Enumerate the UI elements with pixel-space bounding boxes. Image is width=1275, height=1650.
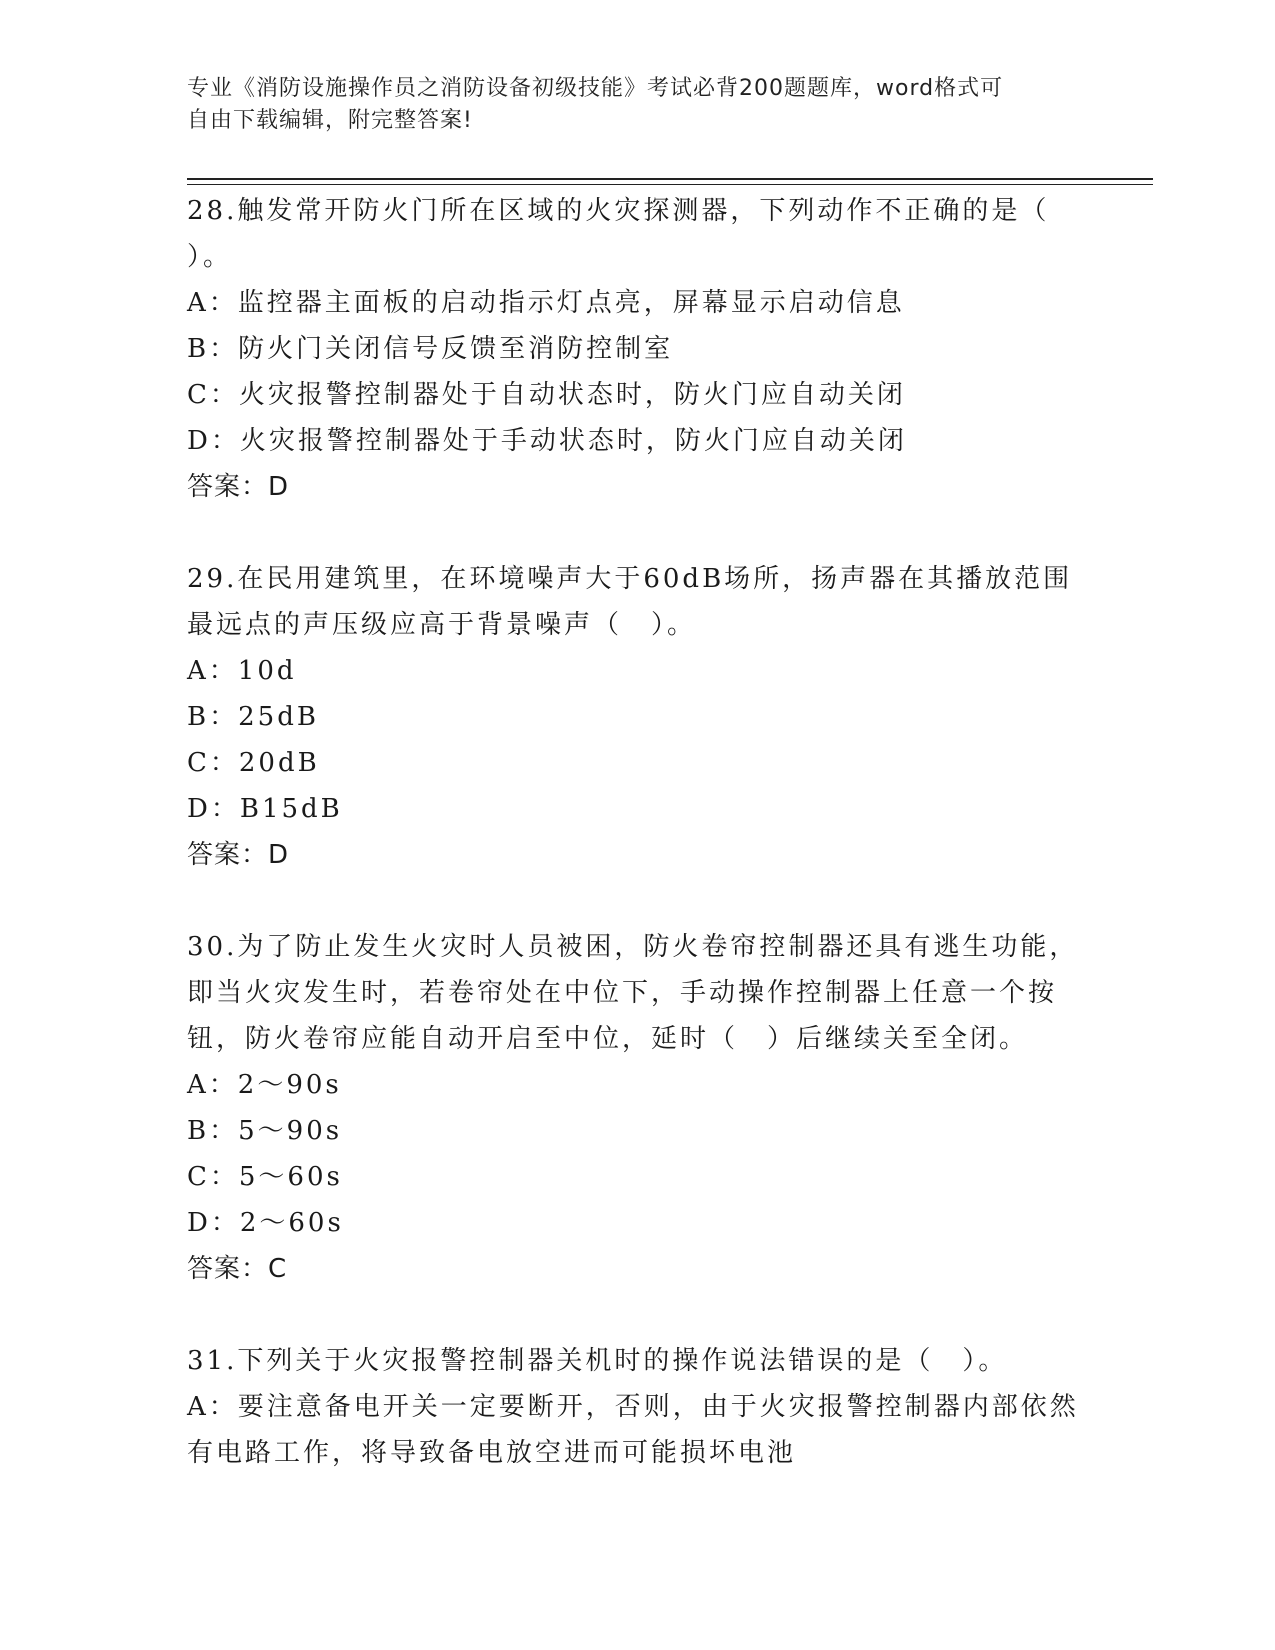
option-c: C：火灾报警控制器处于自动状态时，防火门应自动关闭 (187, 380, 906, 410)
question-spacer (187, 878, 1087, 924)
question-28 (187, 188, 1087, 510)
question-31 (187, 1338, 1087, 1476)
document-header (187, 73, 1067, 137)
option-b: B：5～90s (187, 1116, 343, 1146)
question-30 (187, 924, 1087, 1292)
header-rule-thin (187, 184, 1153, 185)
question-spacer (187, 1292, 1087, 1338)
question-stem-line: 28.触发常开防火门所在区域的火灾探测器，下列动作不正确的是（ (187, 196, 1050, 226)
option-d: D：火灾报警控制器处于手动状态时，防火门应自动关闭 (187, 426, 907, 456)
question-spacer (187, 510, 1087, 556)
option-b: B：25dB (187, 702, 319, 732)
question-list (187, 188, 1087, 1476)
option-b: B：防火门关闭信号反馈至消防控制室 (187, 334, 674, 364)
question-stem-line: 30.为了防止发生火灾时人员被困，防火卷帘控制器还具有逃生功能， (187, 932, 1079, 962)
question-stem-line: ）。 (187, 242, 233, 272)
answer-line: 答案：D (187, 472, 290, 502)
question-stem-line: 31.下列关于火灾报警控制器关机时的操作说法错误的是（ ）。 (187, 1346, 1008, 1376)
question-stem-line: 最远点的声压级应高于背景噪声（ ）。 (187, 610, 697, 640)
option-a-continued: 有电路工作，将导致备电放空进而可能损坏电池 (187, 1438, 797, 1468)
header-line-2: 自由下载编辑，附完整答案! (187, 108, 473, 133)
question-29 (187, 556, 1087, 878)
header-rule-thick (187, 178, 1153, 180)
option-a: A：要注意备电开关一定要断开，否则，由于火灾报警控制器内部依然 (187, 1392, 1079, 1422)
answer-line: 答案：D (187, 840, 290, 870)
header-line-1: 专业《消防设施操作员之消防设备初级技能》考试必背200题题库，word格式可 (187, 76, 1004, 101)
question-stem-line: 29.在民用建筑里，在环境噪声大于60dB场所，扬声器在其播放范围 (187, 564, 1073, 594)
option-c: C：20dB (187, 748, 320, 778)
question-stem-line: 钮，防火卷帘应能自动开启至中位，延时（ ）后继续关至全闭。 (187, 1024, 1029, 1054)
question-stem-line: 即当火灾发生时，若卷帘处在中位下，手动操作控制器上任意一个按 (187, 978, 1058, 1008)
option-a: A：监控器主面板的启动指示灯点亮，屏幕显示启动信息 (187, 288, 905, 318)
option-a: A：10d (187, 656, 297, 686)
option-a: A：2～90s (187, 1070, 342, 1100)
answer-line: 答案：C (187, 1254, 288, 1284)
option-d: D：2～60s (187, 1208, 344, 1238)
option-d: D：B15dB (187, 794, 343, 824)
option-c: C：5～60s (187, 1162, 343, 1192)
